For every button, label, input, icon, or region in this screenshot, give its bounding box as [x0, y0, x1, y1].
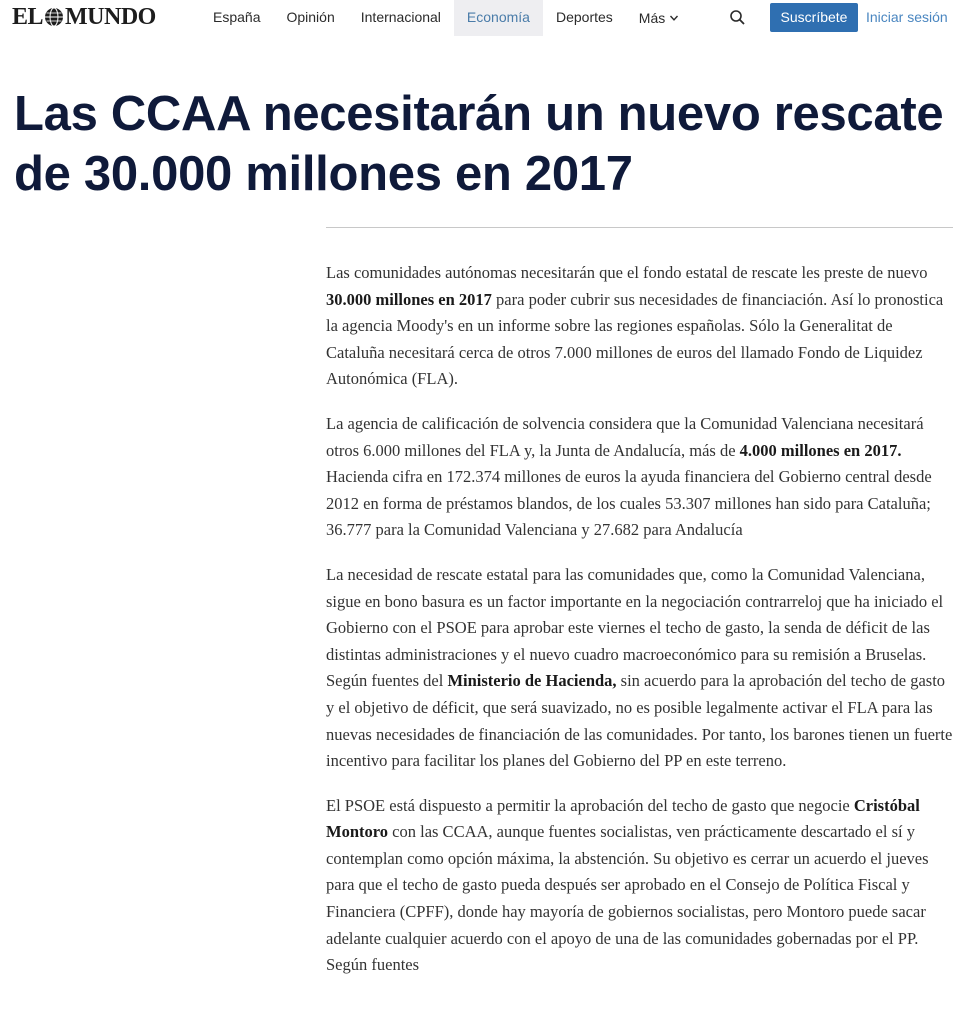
article-body — [326, 260, 954, 997]
paragraph — [326, 411, 954, 544]
nav-item-deportes[interactable]: Deportes — [555, 9, 613, 25]
headline-divider — [326, 227, 953, 228]
nav-item-opinion[interactable]: Opinión — [286, 9, 335, 25]
article-headline: Las CCAA necesitarán un nuevo rescate de 30.000 millones en 2017 — [14, 87, 944, 201]
paragraph-text: La necesidad de rescate estatal para las comunidades que, como la Comunidad Valenciana, sigue en bono basura es un factor importante en la negociación contrarreloj que ha iniciado el Gobierno con el PSOE para aprobar este viernes el techo de gasto, la senda de déficit de las distintas administraciones y el nuevo cuadro macroeconómico para su remisión a Bruselas. Según fuentes del — [326, 564, 944, 691]
site-logo[interactable] — [12, 4, 156, 30]
paragraph-text: para poder cubrir sus necesidades de financiación. Así lo pronostica la agencia Moody's en un informe sobre las regiones españolas. Sólo la Generalitat de Cataluña necesitará cerca de otros 7.000 millones de euros del llamado Fondo de Liquidez Autonómica (FLA). — [326, 289, 944, 389]
main-nav — [200, 0, 692, 36]
nav-more-label: Más — [638, 10, 666, 26]
site-header — [0, 0, 965, 36]
login-link[interactable]: Iniciar sesión — [866, 9, 948, 25]
nav-item-espana[interactable]: España — [213, 9, 261, 25]
nav-more-menu[interactable] — [626, 0, 692, 36]
logo-text-el: EL — [12, 3, 44, 30]
paragraph — [326, 562, 954, 775]
nav-item-economia[interactable]: Economía — [454, 0, 543, 36]
paragraph-text: con las CCAA, aunque fuentes socialistas, ven prácticamente descartado el sí y contemplan como opción máxima, la abstención. Su objetivo es cerrar un acuerdo el jueves para que el techo de gasto pueda después ser aprobado en el Consejo de Política Fiscal y Financiera (CPFF), donde hay mayoría de gobiernos socialistas, pero Montoro puede sacar adelante cualquier acuerdo con el apoyo de una de las comunidades gobernadas por el PP. Según fuentes — [326, 822, 929, 975]
logo-text-mundo: MUNDO — [65, 3, 156, 30]
paragraph-text: Las comunidades autónomas necesitarán que el fondo estatal de rescate les preste de nuevo — [326, 263, 928, 282]
chevron-down-icon — [669, 13, 679, 23]
nav-item-internacional[interactable]: Internacional — [360, 9, 441, 25]
paragraph-bold-text: 30.000 millones en 2017 — [326, 289, 492, 309]
paragraph-text: El PSOE está dispuesto a permitir la aprobación del techo de gasto que negocie — [326, 795, 854, 815]
paragraph-text: Hacienda cifra en 172.374 millones de euros la ayuda financiera del Gobierno central desde 2012 en forma de préstamos blandos, de los cuales 53.307 millones han sido para Cataluña; 36.777 para la Comunidad Valenciana y 27.682 para Andalucía — [326, 467, 932, 540]
paragraph-bold-text: Ministerio de Hacienda, — [447, 671, 617, 691]
paragraph — [326, 793, 954, 979]
paragraph-bold-text: 4.000 millones en 2017. — [739, 440, 902, 460]
globe-logo-icon — [44, 7, 64, 27]
paragraph-text: sin acuerdo para la aprobación del techo de gasto y el objetivo de déficit, que será suavizado, no es posible legalmente activar el FLA para las nuevas necesidades de financiación de las comunidades. Por tanto, los barones tienen un fuerte incentivo para facilitar los planes del Gobierno del PP en este terreno. — [326, 671, 953, 771]
paragraph-bold-text: Cristóbal Montoro — [326, 795, 920, 842]
subscribe-button[interactable]: Suscríbete — [770, 3, 858, 32]
paragraph — [326, 260, 954, 393]
paragraph-text: La agencia de calificación de solvencia considera que la Comunidad Valenciana necesitará otros 6.000 millones del FLA y, la Junta de Andalucía, más de — [326, 413, 924, 460]
search-icon[interactable] — [728, 8, 748, 28]
